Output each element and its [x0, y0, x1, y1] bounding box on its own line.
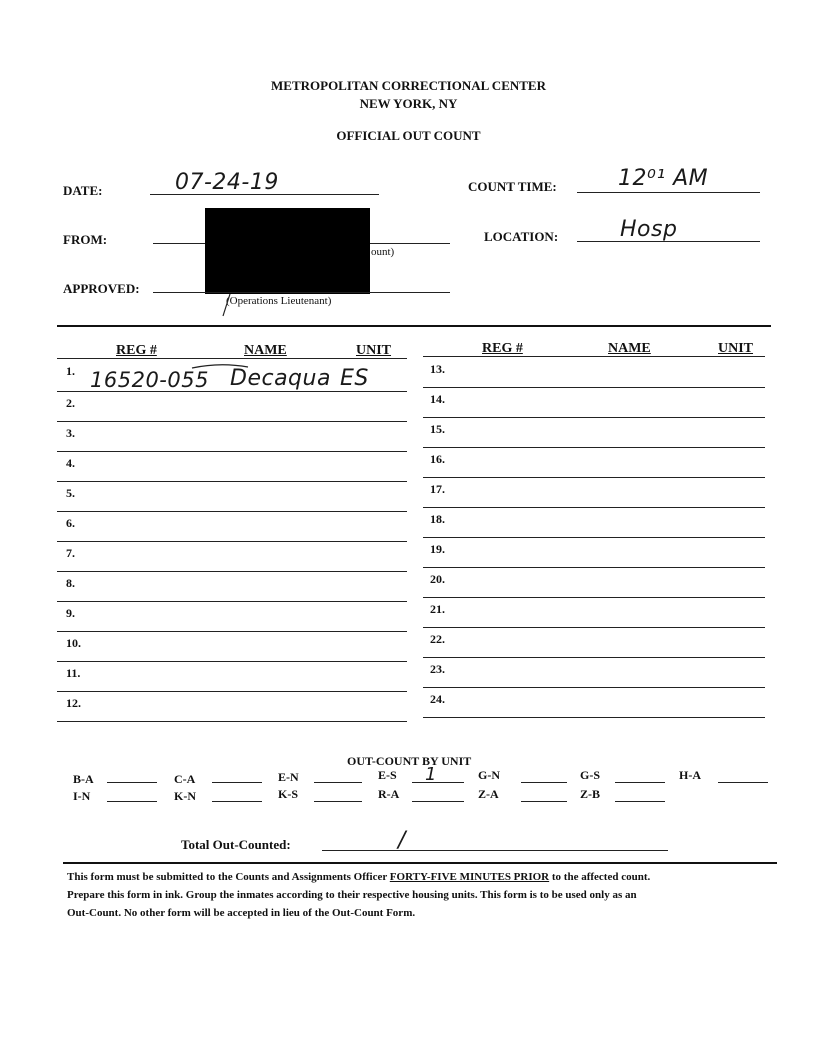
row-line — [423, 387, 765, 388]
unit-blank-e-s[interactable] — [412, 782, 464, 783]
col-header-name-right: NAME — [608, 341, 651, 356]
col-header-unit-left: UNIT — [356, 343, 392, 358]
unit-label-z-b: Z-B — [580, 787, 601, 801]
row-number: 12. — [66, 696, 81, 710]
section-divider-top — [57, 325, 771, 327]
unit-label-r-a: R-A — [378, 787, 400, 801]
unit-label-b-a: B-A — [73, 772, 94, 786]
row-line — [57, 571, 407, 572]
header-underline-left — [57, 358, 407, 359]
unit-value-e-s[interactable]: 1 — [425, 764, 437, 785]
row-number: 23. — [430, 662, 445, 676]
unit-blank-r-a[interactable] — [412, 801, 464, 802]
unit-label-e-s: E-S — [378, 768, 397, 782]
approved-line — [153, 292, 450, 293]
row-number: 20. — [430, 572, 445, 586]
row-number: 24. — [430, 692, 445, 706]
row-line — [57, 661, 407, 662]
row-number: 18. — [430, 512, 445, 526]
col-header-reg-left: REG # — [116, 343, 157, 358]
row-number: 22. — [430, 632, 445, 646]
row-line — [423, 597, 765, 598]
unit-label-e-n: E-N — [278, 770, 299, 784]
unit-blank-z-a[interactable] — [521, 801, 567, 802]
row-line — [57, 601, 407, 602]
row-line — [423, 417, 765, 418]
row-line — [57, 451, 407, 452]
pen-stroke-mark — [190, 362, 250, 372]
row-line — [423, 537, 765, 538]
row-number: 21. — [430, 602, 445, 616]
approved-label: APPROVED: — [63, 281, 140, 296]
location-value[interactable]: Hosp — [620, 217, 678, 242]
unit-label-k-s: K-S — [278, 787, 299, 801]
row-line — [423, 687, 765, 688]
unit-blank-b-a[interactable] — [107, 782, 157, 783]
row-line — [423, 627, 765, 628]
row-number: 8. — [66, 576, 75, 590]
row1-unit-value[interactable]: ES — [340, 366, 369, 391]
row-number: 2. — [66, 396, 75, 410]
row-line — [423, 567, 765, 568]
unit-label-g-n: G-N — [478, 768, 500, 782]
row-line — [423, 477, 765, 478]
row-number: 10. — [66, 636, 81, 650]
row-line — [57, 541, 407, 542]
unit-blank-e-n[interactable] — [314, 782, 362, 783]
location-label: LOCATION: — [484, 229, 559, 244]
unit-label-h-a: H-A — [679, 768, 701, 782]
row-number: 16. — [430, 452, 445, 466]
row-line — [423, 717, 765, 718]
unit-blank-k-n[interactable] — [212, 801, 262, 802]
count-time-line — [577, 192, 760, 193]
row1-reg-value[interactable]: 16520-055 — [90, 368, 209, 392]
row-line — [57, 481, 407, 482]
date-label: DATE: — [63, 183, 103, 198]
footer-line-1: This form must be submitted to the Counts and Assignments Officer FORTY-FIVE MINUTES PRIOR to the affected count. — [67, 871, 651, 883]
form-title: OFFICIAL OUT COUNT — [336, 128, 481, 143]
row1-name-value[interactable]: Decaqua — [230, 366, 331, 391]
from-caption: ount) — [371, 246, 395, 258]
row-number: 15. — [430, 422, 445, 436]
col-header-unit-right: UNIT — [718, 341, 754, 356]
row-number: 17. — [430, 482, 445, 496]
section-divider-bottom — [63, 862, 777, 864]
total-line[interactable] — [322, 850, 668, 851]
row-number: 19. — [430, 542, 445, 556]
row-number: 6. — [66, 516, 75, 530]
row-number: 11. — [66, 666, 81, 680]
unit-label-c-a: C-A — [174, 772, 196, 786]
header-underline-right — [423, 356, 765, 357]
from-label: FROM: — [63, 232, 108, 247]
col-header-reg-right: REG # — [482, 341, 523, 356]
total-value[interactable]: / — [398, 828, 406, 853]
facility-city: NEW YORK, NY — [359, 96, 458, 111]
row-line — [423, 447, 765, 448]
row-number: 13. — [430, 362, 445, 376]
facility-name: METROPOLITAN CORRECTIONAL CENTER — [271, 78, 546, 93]
row-number: 5. — [66, 486, 75, 500]
unit-blank-c-a[interactable] — [212, 782, 262, 783]
row-number: 7. — [66, 546, 75, 560]
total-label: Total Out-Counted: — [181, 837, 291, 852]
unit-label-g-s: G-S — [580, 768, 601, 782]
unit-label-z-a: Z-A — [478, 787, 499, 801]
unit-blank-z-b[interactable] — [615, 801, 665, 802]
unit-blank-g-n[interactable] — [521, 782, 567, 783]
col-header-name-left: NAME — [244, 343, 287, 358]
footer-emphasis: FORTY-FIVE MINUTES PRIOR — [389, 871, 550, 883]
footer-line-2: Prepare this form in ink. Group the inmates according to their respective housing units. This form is to be used only as an — [67, 889, 637, 901]
row-line — [57, 421, 407, 422]
by-unit-title: OUT-COUNT BY UNIT — [347, 754, 472, 768]
row-line — [423, 507, 765, 508]
footer-line-3: Out-Count. No other form will be accepted in lieu of the Out-Count Form. — [67, 907, 416, 919]
row-line — [57, 691, 407, 692]
approved-caption: (Operations Lieutenant) — [226, 295, 332, 307]
row-line — [57, 631, 407, 632]
unit-label-i-n: I-N — [73, 789, 91, 803]
unit-blank-i-n[interactable] — [107, 801, 157, 802]
unit-blank-h-a[interactable] — [718, 782, 768, 783]
row-line — [57, 511, 407, 512]
unit-label-k-n: K-N — [174, 789, 196, 803]
footer-instructions — [67, 868, 767, 922]
row-number: 4. — [66, 456, 75, 470]
pen-stroke-mark — [220, 292, 234, 318]
row-line — [57, 721, 407, 722]
row-number: 3. — [66, 426, 75, 440]
row-number: 9. — [66, 606, 75, 620]
count-time-label: COUNT TIME: — [468, 179, 557, 194]
row-number: 1. — [66, 364, 75, 378]
unit-blank-g-s[interactable] — [615, 782, 665, 783]
count-time-value[interactable]: 12⁰¹ AM — [618, 166, 709, 191]
row-line — [423, 657, 765, 658]
unit-blank-k-s[interactable] — [314, 801, 362, 802]
redaction-block — [205, 208, 370, 294]
date-value[interactable]: 07-24-19 — [175, 170, 279, 195]
row-number: 14. — [430, 392, 445, 406]
